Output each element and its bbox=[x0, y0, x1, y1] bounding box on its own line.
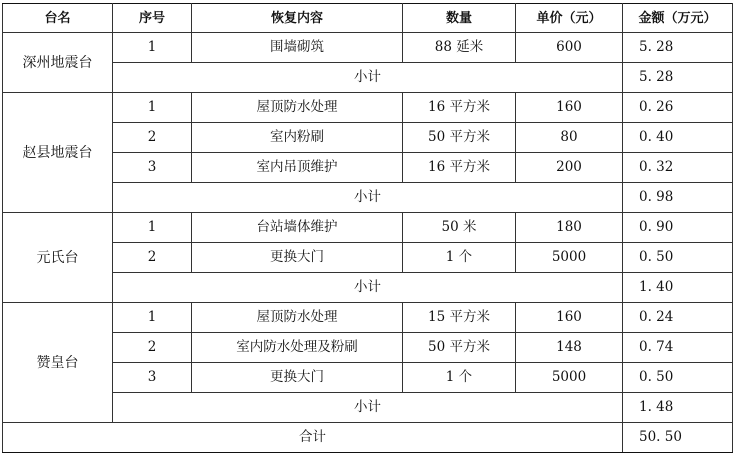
item-index: 1 bbox=[113, 213, 192, 243]
station-name: 元氏台 bbox=[3, 213, 113, 303]
item-quantity: 15 平方米 bbox=[403, 303, 516, 333]
item-content: 屋顶防水处理 bbox=[192, 93, 403, 123]
item-quantity: 88 延米 bbox=[403, 33, 516, 63]
item-unit-price: 148 bbox=[516, 333, 623, 363]
item-quantity: 50 平方米 bbox=[403, 333, 516, 363]
subtotal-label: 小计 bbox=[113, 63, 623, 93]
item-unit-price: 5000 bbox=[516, 243, 623, 273]
item-quantity: 16 平方米 bbox=[403, 153, 516, 183]
item-index: 2 bbox=[113, 243, 192, 273]
subtotal-amount: 0. 98 bbox=[623, 183, 733, 213]
item-amount: 0. 24 bbox=[623, 303, 733, 333]
header-index: 序号 bbox=[113, 4, 192, 33]
total-label: 合计 bbox=[3, 423, 623, 453]
item-quantity: 50 米 bbox=[403, 213, 516, 243]
item-quantity: 1 个 bbox=[403, 243, 516, 273]
item-unit-price: 180 bbox=[516, 213, 623, 243]
item-unit-price: 80 bbox=[516, 123, 623, 153]
subtotal-amount: 1. 40 bbox=[623, 273, 733, 303]
item-index: 2 bbox=[113, 333, 192, 363]
station-name: 深州地震台 bbox=[3, 33, 113, 93]
item-unit-price: 200 bbox=[516, 153, 623, 183]
item-content: 围墙砌筑 bbox=[192, 33, 403, 63]
item-unit-price: 160 bbox=[516, 93, 623, 123]
subtotal-row bbox=[3, 63, 733, 93]
table-row bbox=[3, 153, 733, 183]
header-station: 台名 bbox=[3, 4, 113, 33]
subtotal-label: 小计 bbox=[113, 393, 623, 423]
table-row bbox=[3, 33, 733, 63]
item-amount: 5. 28 bbox=[623, 33, 733, 63]
item-index: 2 bbox=[113, 123, 192, 153]
item-index: 3 bbox=[113, 153, 192, 183]
item-amount: 0. 74 bbox=[623, 333, 733, 363]
item-content: 更换大门 bbox=[192, 363, 403, 393]
header-amount: 金额（万元） bbox=[623, 4, 733, 33]
table-row bbox=[3, 123, 733, 153]
item-unit-price: 600 bbox=[516, 33, 623, 63]
station-name: 赞皇台 bbox=[3, 303, 113, 423]
item-amount: 0. 32 bbox=[623, 153, 733, 183]
table-row bbox=[3, 303, 733, 333]
table-row bbox=[3, 333, 733, 363]
header-unit-price: 单价（元） bbox=[516, 4, 623, 33]
item-content: 室内粉刷 bbox=[192, 123, 403, 153]
item-quantity: 1 个 bbox=[403, 363, 516, 393]
total-row bbox=[3, 423, 733, 453]
table-row bbox=[3, 93, 733, 123]
header-quantity: 数量 bbox=[403, 4, 516, 33]
item-content: 更换大门 bbox=[192, 243, 403, 273]
item-unit-price: 160 bbox=[516, 303, 623, 333]
table-row bbox=[3, 243, 733, 273]
item-amount: 0. 50 bbox=[623, 363, 733, 393]
item-unit-price: 5000 bbox=[516, 363, 623, 393]
item-amount: 0. 40 bbox=[623, 123, 733, 153]
subtotal-row bbox=[3, 183, 733, 213]
item-content: 室内防水处理及粉刷 bbox=[192, 333, 403, 363]
item-content: 室内吊顶维护 bbox=[192, 153, 403, 183]
subtotal-row bbox=[3, 273, 733, 303]
item-quantity: 50 平方米 bbox=[403, 123, 516, 153]
item-index: 3 bbox=[113, 363, 192, 393]
item-quantity: 16 平方米 bbox=[403, 93, 516, 123]
total-amount: 50. 50 bbox=[623, 423, 733, 453]
item-amount: 0. 90 bbox=[623, 213, 733, 243]
item-content: 台站墙体维护 bbox=[192, 213, 403, 243]
header-content: 恢复内容 bbox=[192, 4, 403, 33]
station-name: 赵县地震台 bbox=[3, 93, 113, 213]
item-index: 1 bbox=[113, 303, 192, 333]
item-index: 1 bbox=[113, 93, 192, 123]
repair-cost-table bbox=[2, 3, 733, 453]
subtotal-amount: 1. 48 bbox=[623, 393, 733, 423]
item-amount: 0. 26 bbox=[623, 93, 733, 123]
subtotal-amount: 5. 28 bbox=[623, 63, 733, 93]
item-content: 屋顶防水处理 bbox=[192, 303, 403, 333]
subtotal-label: 小计 bbox=[113, 183, 623, 213]
subtotal-label: 小计 bbox=[113, 273, 623, 303]
table-row bbox=[3, 213, 733, 243]
header-row bbox=[3, 4, 733, 33]
item-index: 1 bbox=[113, 33, 192, 63]
item-amount: 0. 50 bbox=[623, 243, 733, 273]
subtotal-row bbox=[3, 393, 733, 423]
table-row bbox=[3, 363, 733, 393]
